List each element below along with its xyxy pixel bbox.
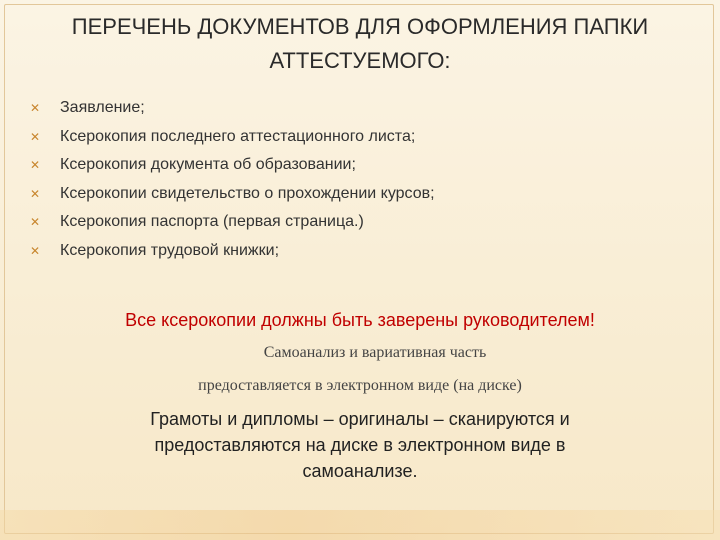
note-line-1: Грамоты и дипломы – оригиналы – сканируются и — [150, 409, 570, 429]
list-item-text: Заявление; — [60, 99, 145, 117]
list-item — [30, 94, 435, 123]
list-item — [30, 123, 435, 152]
self-analysis-line-2: предоставляется в электронном виде (на диске) — [198, 377, 522, 394]
x-mark-bullet-icon: ✕ — [30, 158, 41, 173]
document-list — [30, 94, 435, 265]
self-analysis-line-1: Самоанализ и вариативная часть — [263, 344, 487, 361]
x-mark-bullet-icon: ✕ — [30, 215, 41, 230]
list-item-text: Ксерокопия трудовой книжки; — [60, 241, 280, 259]
note-line-3: самоанализе. — [302, 461, 418, 481]
title-line-2: АТТЕСТУЕМОГО: — [269, 48, 451, 73]
certification-warning: Все ксерокопии должны быть заверены руководителем! — [125, 310, 595, 330]
list-item — [30, 208, 435, 237]
x-mark-bullet-icon: ✕ — [30, 129, 41, 144]
list-item-text: Ксерокопия последнего аттестационного листа; — [60, 127, 416, 145]
list-item — [30, 237, 435, 266]
slide-title — [20, 10, 700, 78]
x-mark-bullet-icon: ✕ — [30, 186, 41, 201]
note-line-2: предоставляются на диске в электронном виде в — [154, 435, 566, 455]
diplomas-note — [60, 406, 660, 484]
list-item — [30, 151, 435, 180]
x-mark-bullet-icon: ✕ — [30, 243, 41, 258]
x-mark-bullet-icon: ✕ — [30, 101, 41, 116]
list-item — [30, 180, 435, 209]
list-item-text: Ксерокопия паспорта (первая страница.) — [60, 213, 364, 231]
list-item-text: Ксерокопия документа об образовании; — [60, 156, 356, 174]
title-line-1: ПЕРЕЧЕНЬ ДОКУМЕНТОВ ДЛЯ ОФОРМЛЕНИЯ ПАПКИ — [71, 14, 649, 39]
list-item-text: Ксерокопии свидетельство о прохождении курсов; — [60, 184, 435, 202]
decorative-band — [0, 510, 720, 540]
